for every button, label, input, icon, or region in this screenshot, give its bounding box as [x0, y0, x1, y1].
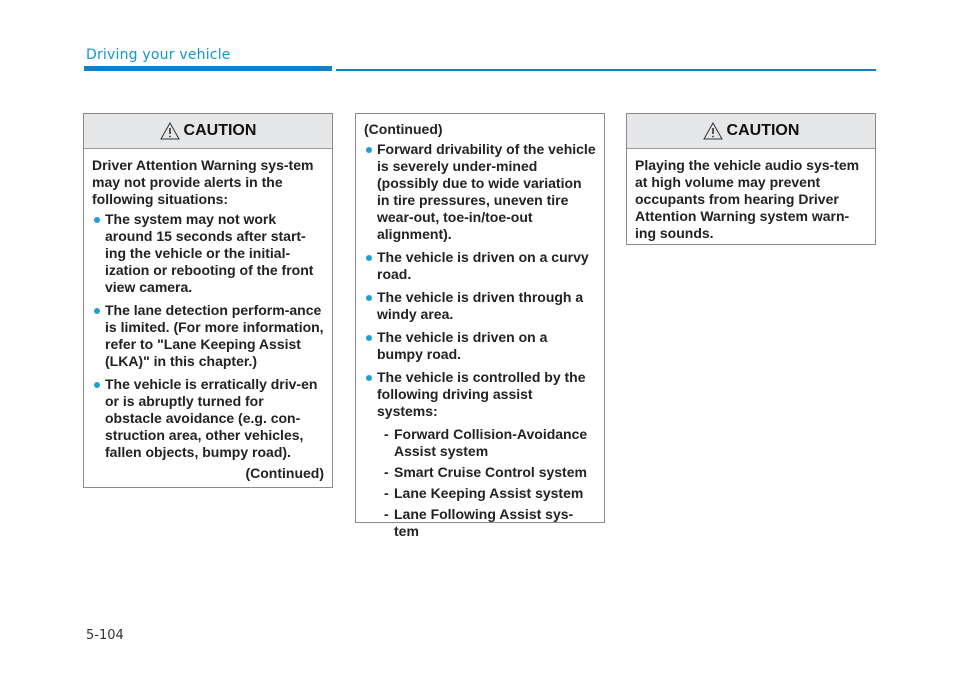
systems-list [364, 426, 596, 540]
system-name: Lane Keeping Assist system [394, 485, 584, 501]
list-item: The vehicle is erratically driv-en or is abruptly turned for obstacle avoidance (e.g. con-struction area, other vehicles, fallen objects, bumpy road). [92, 376, 324, 461]
bullet-list [364, 141, 596, 420]
list-item: Forward drivability of the vehicle is severely under-mined (possibly due to wide variation in tire pressures, uneven tire wear-out, toe-in/toe-out alignment). [364, 141, 596, 243]
intro-text: Driver Attention Warning sys-tem may not provide alerts in the following situations: [92, 157, 314, 207]
continued-label: (Continued) [364, 121, 443, 137]
list-item: - Lane Keeping Assist system [384, 485, 584, 501]
header-rule-thin [336, 69, 876, 71]
header-rule-thick [84, 66, 332, 71]
caution-header [627, 114, 875, 149]
caution-body [84, 149, 332, 488]
warning-triangle-icon [703, 122, 723, 140]
caution-text: Playing the vehicle audio sys-tem at high volume may prevent occupants from hearing Driver Attention Warning system warn-ing sounds. [635, 157, 860, 241]
list-item: - Forward Collision-Avoidance Assist system [384, 426, 588, 459]
list-item: - Smart Cruise Control system [384, 464, 587, 480]
list-item: The vehicle is controlled by the following driving assist systems: [364, 369, 596, 420]
caution-heading: CAUTION [726, 122, 800, 139]
list-item: The vehicle is driven on a bumpy road. [364, 329, 596, 363]
caution-heading: CAUTION [183, 122, 257, 139]
caution-header [84, 114, 332, 149]
system-name: Lane Following Assist sys-tem [394, 506, 574, 539]
bullet-list [92, 211, 324, 461]
list-item: The vehicle is driven on a curvy road. [364, 249, 596, 283]
list-item: The lane detection perform-ance is limited. (For more information, refer to "Lane Keeping Assist (LKA)" in this chapter.) [92, 302, 324, 370]
continued-label: (Continued) [245, 465, 324, 481]
warning-triangle-icon [160, 122, 180, 140]
system-name: Smart Cruise Control system [394, 464, 587, 480]
caution-body [356, 114, 604, 550]
caution-box-2 [355, 113, 605, 539]
system-name: Forward Collision-Avoidance Assist system [394, 426, 588, 459]
caution-body [627, 149, 875, 251]
caution-box-1 [83, 113, 333, 488]
list-item: - Lane Following Assist sys-tem [384, 506, 574, 539]
list-item: The vehicle is driven through a windy area. [364, 289, 596, 323]
page-number: 5-104 [86, 628, 124, 643]
caution-box-3 [626, 113, 876, 245]
list-item: The system may not work around 15 seconds after start-ing the vehicle or the initial-ization or rebooting of the front view camera. [92, 211, 324, 296]
section-title: Driving your vehicle [86, 47, 231, 63]
